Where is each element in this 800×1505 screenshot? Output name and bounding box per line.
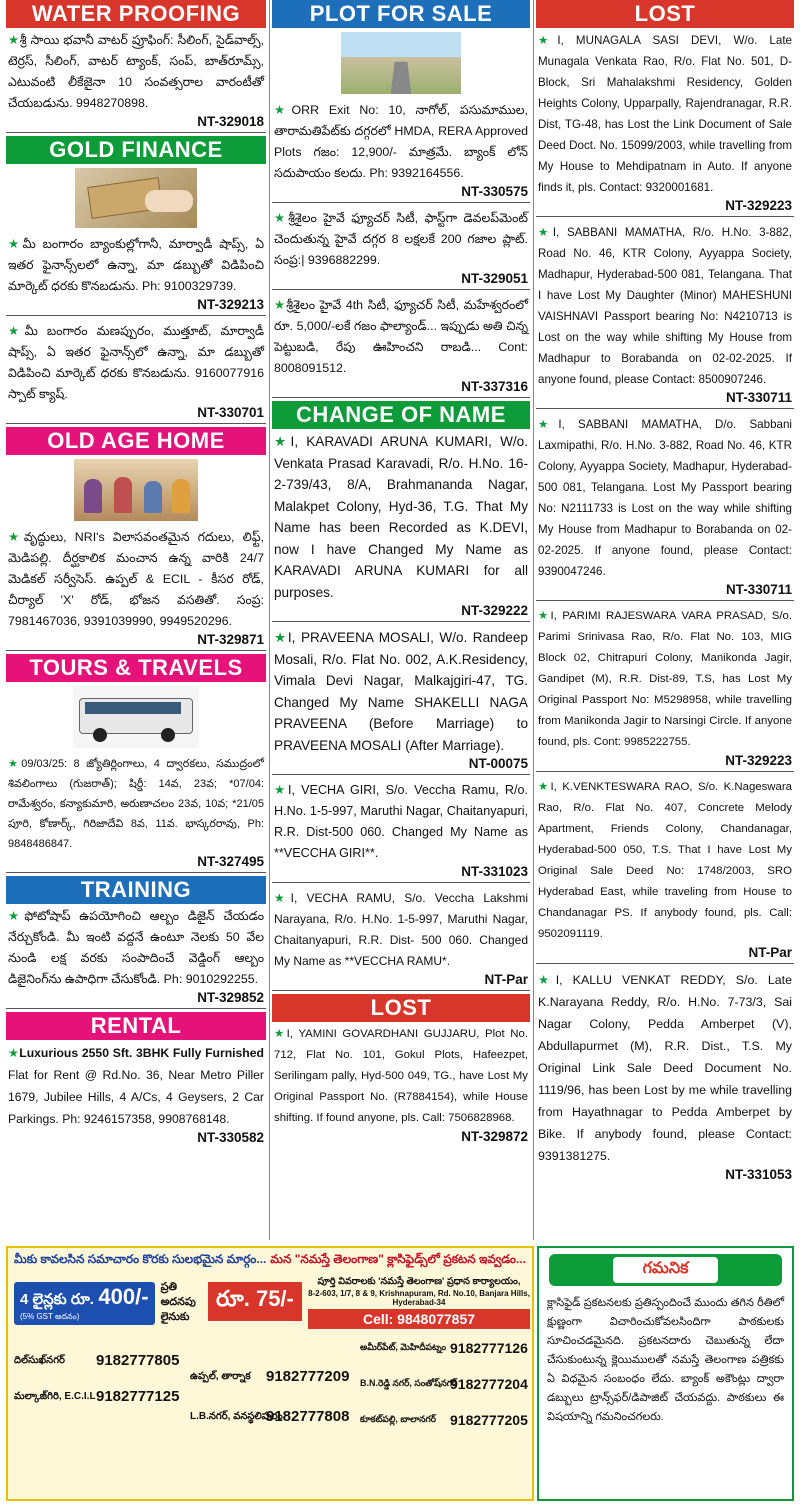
tours-travels-ad: ★09/03/25: 8 జ్యోతిర్లింగాలు, 4 ద్వారకలు, సముద్రంలో శివలింగాలు (గుజరాత్); షిర్డీ: 14వ, 23వ; *07/04: రామేశ్వరం, కన్యాకుమారి, అరుణాచలం 23వ, 10వ; *21/05 పూరి, కోణార్క్, గిరిజాదేవి 8వ, 11వ. భాస్కరరావు, Ph: 9848486847. xyxy=(8,758,264,850)
contact-phone: 9182777205 xyxy=(450,1412,528,1428)
name-change-ad-3: ★I, VECHA GIRI, S/o. Veccha Ramu, R/o. H.No. 1-5-997, Maruthi Nagar, Chaitanyapuri, R.R. Dist-500 060. Changed My Name as **VECCHA GIRI**. xyxy=(274,783,528,860)
old-age-home-header: OLD AGE HOME xyxy=(6,427,266,455)
name-change-ad-2: ★I, PRAVEENA MOSALI, W/o. Randeep Mosali, R/o. Flat No. 002, A.K.Residency, Vimala Devi Nagar, Malkajgiri-47, TG. Changed My Name SHAKELLI NAGA PRAVEENA (Before Marriage) to PRAVEENA MOSALI (After Marriage). xyxy=(274,630,528,753)
ad-code: NT-00075 xyxy=(468,756,528,771)
extra-line-label: ప్రతి అదనపు లైనుకు xyxy=(160,1280,196,1323)
water-proofing-header: WATER PROOFING xyxy=(6,0,266,28)
rate-info xyxy=(14,1278,224,1328)
rental-ad: ★Luxurious 2550 Sft. 3BHK Fully Furnished Flat for Rent @ Rd.No. 36, Near Metro Piller 1679, Jubilee Hills, 4 A/Cs, 4 Geysers, 2 Car Parkings. Ph: 9246157358, 9908768148. xyxy=(8,1046,264,1126)
name-change-ad-4: ★I, VECHA RAMU, S/o. Veccha Lakshmi Narayana, R/o. H.No. 1-5-997, Maruthi Nagar, Chaitanyapuri, R.R. Dist- 500 060. Changed My Name as **VECCHA RAMU*. xyxy=(274,891,528,968)
contact-label: దిల్‌సుఖ్‌నగర్ xyxy=(14,1355,65,1366)
contact-label: B.N.రెడ్డి నగర్, సంతోష్‌నగర్ xyxy=(360,1378,458,1388)
plot-for-sale-header: PLOT FOR SALE xyxy=(272,0,530,28)
ad-code: NT-329223 xyxy=(725,753,792,768)
plot-ad-1: ★ORR Exit No: 10, నాగోల్, పసుమాముల, తారామతిపేట్‌కు దగ్గరలో HMDA, RERA Approved Plots గజం: 12,900/- మాత్రమే. బ్యాంక్ లోన్ సదుపాయం కలదు. Ph: 9392164556. xyxy=(274,103,528,180)
head-office-info: పూర్తి వివరాలకు 'నమస్తే తెలంగాణ' ప్రధాన కార్యాలయం, 8-2-603, 1/7, 8 & 9, Krishnapuram, Rd. No.10, Banjara Hills, Hyderabad-34 Cell: 9848077857 xyxy=(308,1276,530,1327)
contact-phone: 9182777209 xyxy=(266,1368,350,1385)
notice-title: గమనిక xyxy=(613,1257,719,1283)
lost-ad-1: ★I, MUNAGALA SASI DEVI, W/o. Late Munagala Venkata Rao, R/o. Flat No. 501, D-Block, Sri Mahalakshmi Residency, Golden Heights Colony, Upparpally, Rajendranagar, R.R. Dist, TG-48, has Lost the Link Document of Sale Deed Doct. No. 15099/2003, while travelling from My House to Mehdipatnam in Auto. If anyone finds it, pls. Contact: 9320001681. xyxy=(538,34,792,194)
ad-code: NT-329018 xyxy=(197,114,264,129)
old-age-home-image xyxy=(74,459,198,521)
branch-contacts xyxy=(14,1338,526,1496)
column-1 xyxy=(6,0,266,1145)
ad-code: NT-329222 xyxy=(461,603,528,618)
plot-layout-image xyxy=(341,32,461,94)
gold-finance-ad-2: ★మీ బంగారం మణప్పురం, ముత్తూట్, మార్వాడీ షాప్స్, ఏ ఇతర ఫైనాన్స్‌లో ఉన్నా, మా డబ్బుతో విడిపించి మార్కెట్ ధరకు కొనబడును. 9160077916 స్పాట్ క్యాష్. xyxy=(8,324,265,401)
classifieds-rate-box xyxy=(6,1246,534,1501)
notice-text: క్లాసిఫైడ్ ప్రకటనలకు ప్రతిస్పందించే ముందు తగిన రీతిలో క్షుణ్ణంగా విచారించుకోవలసిందిగా పాఠకులకు సూచించడమైనది. ప్రకటనదారు చెబుతున్న లేదా చేసుకుంటున్న క్లెయిములతో నమస్తే తెలంగాణ పత్రికకు ఏ విధమైన సంబంధం లేదు. బ్యాంక్ అకౌంట్లు ద్వారా డబ్బులు ట్రాన్స్‌ఫర్/డిపాజిట్ చేయవద్దు. పాఠకులు ఈ విషయాన్ని గమనించగలరు. xyxy=(547,1297,784,1423)
gold-finance-header: GOLD FINANCE xyxy=(6,136,266,164)
contact-label: మల్కాజ్‌గిరి, E.C.I.L xyxy=(14,1391,96,1402)
lost-header-col2: LOST xyxy=(272,994,530,1022)
column-2 xyxy=(272,0,530,1144)
water-proofing-ad: ★శ్రీ సాయి భవానీ వాటర్ ప్రూఫింగ్: సీలింగ్, సైడ్‌వాల్స్, టెర్రస్, సీలింగ్, వాటర్ ట్యాంక్, సంప్, బాత్‌రూమ్స్, ఎటువంటి లీకేజైనా 10 సంవత్సరాల వారంటీతో చేయబడును. 9948270898. xyxy=(8,33,264,110)
plot-ad-2: ★శ్రీశైలం హైవే ఫ్యూచర్ సిటీ, ఫాస్ట్‌గా డెవలప్‌మెంట్ చెందుతున్న హైవే దగ్గర 8 లక్షలకే 200 గజాల ప్లాట్. సంప్ర:| 9396882299. xyxy=(274,211,528,267)
change-of-name-header: CHANGE OF NAME xyxy=(272,401,530,429)
column-3 xyxy=(536,0,794,1182)
contact-phone: 9182777126 xyxy=(450,1340,528,1356)
contact-phone: 9182777125 xyxy=(96,1388,180,1405)
rental-header: RENTAL xyxy=(6,1012,266,1040)
contact-phone: 9182777805 xyxy=(96,1352,180,1369)
ad-code: NT-337316 xyxy=(461,379,528,394)
lost-ad-4: ★I, PARIMI RAJESWARA VARA PRASAD, S/o. Parimi Srinivasa Rao, R/o. Flat No. 103, MIG Block 02, Chitrapuri Colony, Manikonda Jagir, Gandipet (M), R.R. Dist-89, T.S, has Lost My Original Passport No: M5298958, while travelling from Manikonda Jagir to Narsingi Circle. If anyone found, pls. Cont: 9985222755. xyxy=(538,610,792,748)
ad-code: NT-330575 xyxy=(461,184,528,199)
ad-code: NT-331053 xyxy=(725,1167,792,1182)
ad-code: NT-Par xyxy=(748,945,792,960)
base-rate: 4 లైన్లకు రూ. 400/- (5% GST అదనం) xyxy=(14,1282,155,1325)
extra-line-price: రూ. 75/- xyxy=(208,1282,302,1321)
contact-label: కూకట్‌పల్లి, బాలానగర్ xyxy=(360,1414,437,1424)
ad-code: NT-329213 xyxy=(197,297,264,312)
ad-code: NT-330701 xyxy=(197,405,264,420)
notice-title-bar xyxy=(549,1254,782,1286)
tours-travels-header: TOURS & TRAVELS xyxy=(6,654,266,682)
ad-code: NT-Par xyxy=(484,972,528,987)
ad-code: NT-329871 xyxy=(197,632,264,647)
plot-ad-3: ★శ్రీశైలం హైవే 4th సిటీ, ఫ్యూచర్ సిటీ, మహేశ్వరంలో రూ. 5,000/-లకే గజం ఫాల్యాండ్... ఇప్పుడు అతి చిన్న పెట్టుబడి, రేపు ఊహించని రాబడి... Cont: 8008091512. xyxy=(274,298,528,375)
bus-image xyxy=(73,686,199,748)
lost-ad-2: ★I, SABBANI MAMATHA, R/o. H.No. 3-882, Road No. 46, KTR Colony, Ayyappa Society, Madhapur, Hyderabad-500 081, Telangana. That I have Lost My Daughter (Minor) MAHESHUNI VAISHNAVI Passport bearing No: N4210713 is Lost on the way while shifting My House from Madhapur to Borabanda on 02-02-2025. If anyone found, please Contact: 8500907246. xyxy=(538,226,792,386)
lost-header: LOST xyxy=(536,0,794,28)
ad-code: NT-329872 xyxy=(461,1129,528,1144)
contact-phone: 9182777204 xyxy=(450,1376,528,1392)
contact-phone: 9182777808 xyxy=(266,1408,350,1425)
ad-code: NT-329223 xyxy=(725,198,792,213)
ad-code: NT-330711 xyxy=(725,582,792,597)
training-header: TRAINING xyxy=(6,876,266,904)
contact-label: అమీర్‌పేట్, మెహిదీపట్నం xyxy=(360,1342,447,1352)
contact-label: ఉప్పల్, తార్నాక xyxy=(190,1371,251,1382)
training-ad: ★ఫోటోషాప్ ఉపయోగించి ఆల్బం డిజైన్ చేయడం నేర్చుకోండి. మీ ఇంటి వద్దనే ఉంటూ నెలకు 50 వేల నుండి లక్ష వరకు సంపాదించే వెడ్డింగ్ ఆల్బం డిజైనింగ్‌ను ఉపాధిగా చేసుకోండి. Ph: 9010292255. xyxy=(8,909,264,986)
reader-notice-box xyxy=(537,1246,794,1501)
lost-passport-ad: ★I, YAMINI GOVARDHANI GUJJARU, Plot No. 712, Flat No. 101, Gokul Plots, Hafeezpet, Serilingam pally, Hyd-500 049, TG., have Lost My Original Passport No. (R7884154), while House shifting. If found anyone, pls. Call: 7506828968. xyxy=(274,1028,528,1124)
name-change-ad-1: ★I, KARAVADI ARUNA KUMARI, W/o. Venkata Prasad Karavadi, R/o. H.No. 16-2-739/43, 8/A, Brahmananda Nagar, Malakpet Colony, Hyd-36, T.G. That My Name has been Recorded as K.DEVI, now I have Changed My Name as KARAVADI ARUNA KUMARI for all purposes. xyxy=(274,434,529,600)
lost-ad-5: ★I, K.VENKTESWARA RAO, S/o. K.Nageswara Rao, R/o. Flat No. 407, Concrete Melody Apartment, Friends Colony, Chandanagar, Hyderabad-500 050, T.S. That I have Lost My Original Sale Deed No: 1748/2003, SRO Hyderabad East, while traveling from House to Chandanagar PS. If anybody found, pls. Call: 9502091119. xyxy=(538,781,792,940)
ad-code: NT-327495 xyxy=(197,854,264,869)
ad-code: NT-330711 xyxy=(725,390,792,405)
lost-ad-3: ★I, SABBANI MAMATHA, D/o. Sabbani Laxmipathi, R/o. H.No. 3-882, Road No. 46, KTR Colony, Ayyappa Society, Madhapur, Hyderabad-500 081, Telangana. Lost My Passport bearing No: N2111733 is Lost on the way while shifting My House from Madhapur to Borabanda on 02-02-2025. If anyone found, please Contact: 9390047246. xyxy=(538,418,792,578)
ad-code: NT-329852 xyxy=(197,990,264,1005)
ad-code: NT-329051 xyxy=(461,271,528,286)
old-age-home-ad: ★వృద్ధులు, NRI's విలాసవంతమైన గదులు, లిఫ్ట్, మెడిపల్లి. దీర్ఘకాలిక మంచాన ఉన్న వారికి 24/7 మెడికల్ సర్వీసెస్. ఉప్పల్ & ECIL - కీసర రోడ్, చీర్యాల్ 'X' రోడ్, భోజన వసతితో. సంప్ర: 7981467036, 9391039990, 9949520296. xyxy=(8,530,265,628)
rate-box-tagline: మీకు కావలసిన సమాచారం కొరకు సులభమైన మార్గం... మన "నమస్తే తెలంగాణ" క్లాసిఫైడ్స్‌లో ప్రకటన ఇవ్వడం... xyxy=(14,1252,526,1266)
gold-finance-image xyxy=(75,168,197,228)
gold-finance-ad-1: ★మీ బంగారం బ్యాంకుల్లోగానీ, మార్వాడీ షాప్స్, ఏ ఇతర ఫైనాన్స్‌లలో ఉన్నా, మా డబ్బుతో విడిపించి మార్కెట్ ధరకు కొనబడును. Ph: 9100329739. xyxy=(8,237,265,293)
lost-ad-6: ★I, KALLU VENKAT REDDY, S/o. Late K.Narayana Reddy, R/o. H.No. 7-73/3, Sai Nagar Colony, Pedda Amberpet (V), Abdullapurmet (M), R.R. Dist., T.S. My Original Link Sale Deed Document No. 1119/96, has been Lost by me while travelling from Hayathnagar to Pedda Amberpet by Bike. If anybody found, please Contact: 9391381275. xyxy=(538,973,792,1163)
ad-code: NT-331023 xyxy=(461,864,528,879)
contact-label: L.B.నగర్, వనస్థలిపురం xyxy=(190,1411,283,1422)
ad-code: NT-330582 xyxy=(197,1130,264,1145)
